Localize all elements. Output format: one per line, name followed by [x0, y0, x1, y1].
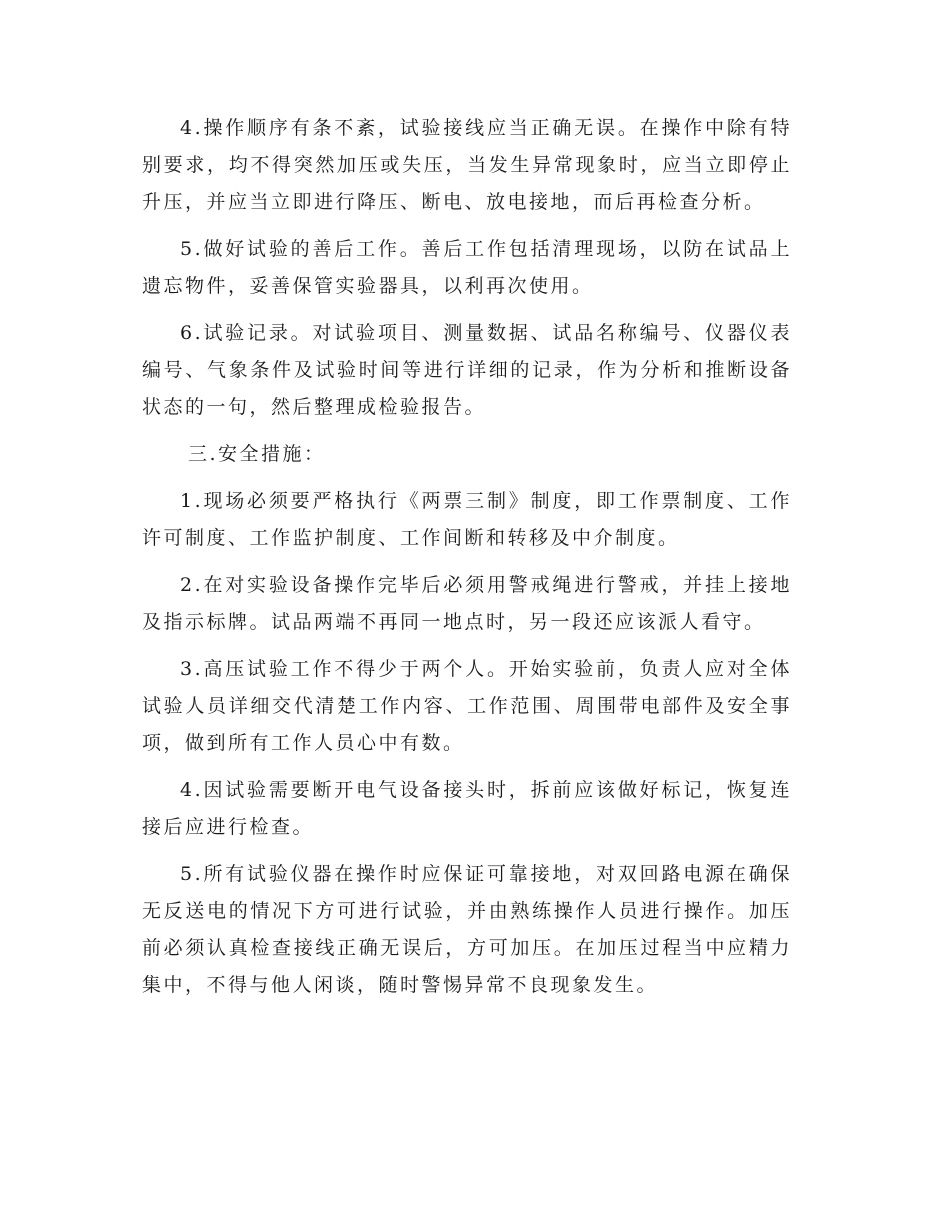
paragraph-procedure-5: 5.做好试验的善后工作。善后工作包括清理现场，以防在试品上遗忘物件，妥善保管实验器具，以利再次使用。 — [142, 238, 792, 297]
paragraph-safety-3: 3.高压试验工作不得少于两个人。开始实验前，负责人应对全体试验人员详细交代清楚工作内容、工作范围、周围带电部件及安全事项，做到所有工作人员心中有数。 — [142, 658, 792, 754]
paragraph-procedure-4: 4.操作顺序有条不紊，试验接线应当正确无误。在操作中除有特别要求，均不得突然加压或失压，当发生异常现象时，应当立即停止升压，并应当立即进行降压、断电、放电接地，而后再检查分析。 — [142, 117, 792, 213]
document-body — [142, 110, 792, 1014]
paragraph-safety-2: 2.在对实验设备操作完毕后必须用警戒绳进行警戒，并挂上接地及指示标牌。试品两端不再同一地点时，另一段还应该派人看守。 — [142, 574, 792, 633]
paragraph-safety-4: 4.因试验需要断开电气设备接头时，拆前应该做好标记，恢复连接后应进行检查。 — [142, 779, 792, 838]
paragraph-safety-1: 1.现场必须要严格执行《两票三制》制度，即工作票制度、工作许可制度、工作监护制度、工作间断和转移及中介制度。 — [142, 490, 792, 549]
paragraph-procedure-6: 6.试验记录。对试验项目、测量数据、试品名称编号、仪器仪表编号、气象条件及试验时间等进行详细的记录，作为分析和推断设备状态的一句，然后整理成检验报告。 — [142, 322, 792, 418]
section-heading-safety: 三.安全措施： — [188, 443, 326, 465]
paragraph-safety-5: 5.所有试验仪器在操作时应保证可靠接地，对双回路电源在确保无反送电的情况下方可进行试验，并由熟练操作人员进行操作。加压前必须认真检查接线正确无误后，方可加压。在加压过程当中应精力集中，不得与他人闲谈，随时警惕异常不良现象发生。 — [142, 863, 792, 996]
